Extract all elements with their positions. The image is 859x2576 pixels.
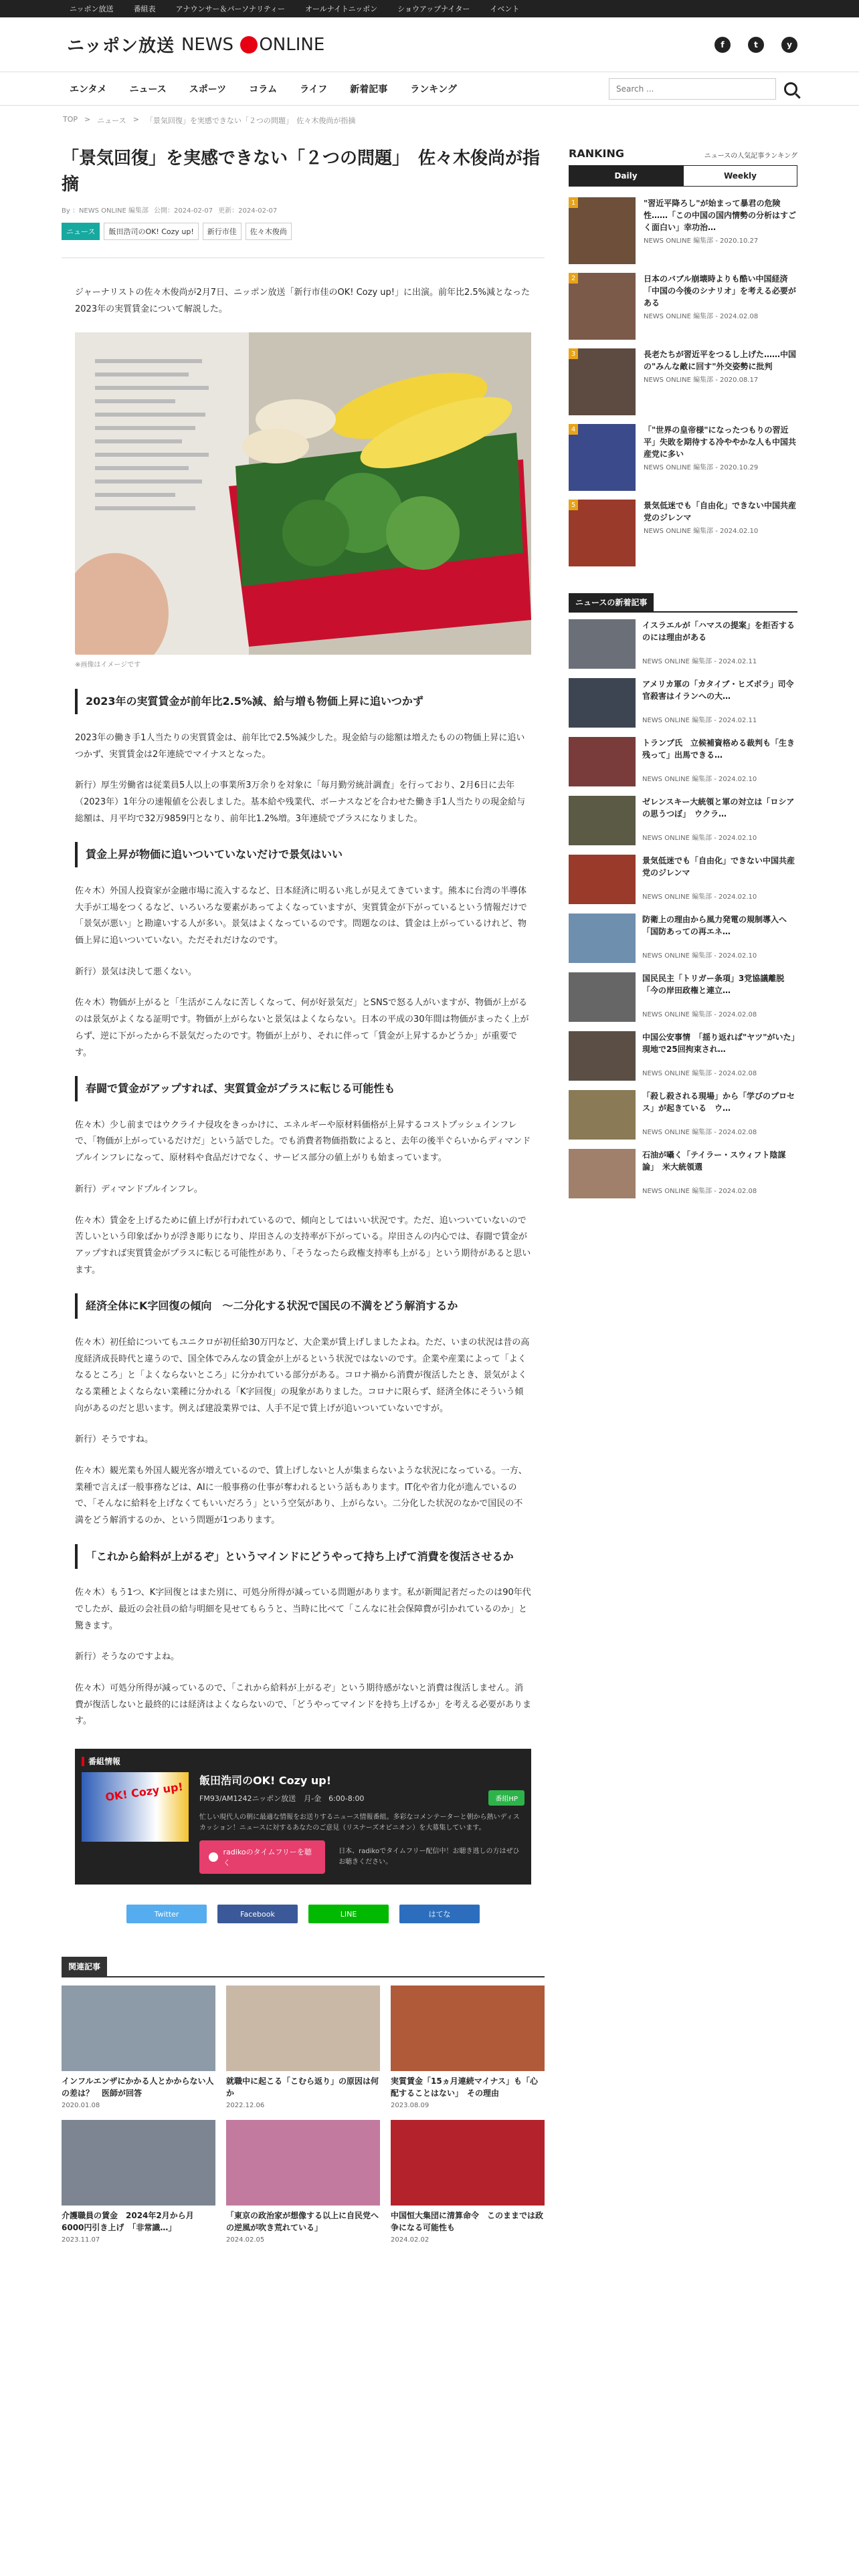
ranking-title: 長老たちが習近平をつるし上げた……中国の"みんな敵に回す"外交姿勢に批判 xyxy=(644,350,797,371)
logo-dot-icon xyxy=(240,36,258,53)
article-tags xyxy=(62,223,545,240)
ranking-subtitle: ニュースの人気記事ランキング xyxy=(704,152,797,160)
related-card[interactable] xyxy=(391,2120,545,2244)
search-icon[interactable] xyxy=(784,82,797,96)
ranking-item[interactable] xyxy=(569,348,797,415)
ranking-meta: NEWS ONLINE 編集部 - 2024.02.08 xyxy=(644,313,759,320)
newest-thumbnail xyxy=(569,796,636,845)
newest-item[interactable] xyxy=(569,1031,797,1081)
related-thumbnail xyxy=(226,2120,380,2206)
section-heading: 「これから給料が上がるぞ」というマインドにどうやって持ち上げて消費を復活させるか xyxy=(75,1544,531,1570)
topbar-link[interactable]: オールナイトニッポン xyxy=(305,5,378,13)
sidebar xyxy=(569,146,797,2244)
share-button[interactable]: Facebook xyxy=(217,1905,298,1923)
rank-number: 5 xyxy=(569,500,578,510)
related-title: インフルエンザにかかる人とかからない人の差は？ 医師が回答 xyxy=(62,2076,214,2099)
related-thumbnail xyxy=(62,1985,215,2071)
article-body xyxy=(62,285,545,1923)
breadcrumb-top[interactable]: TOP xyxy=(63,115,78,124)
related-date: 2024.02.02 xyxy=(391,2236,430,2244)
nav-item[interactable]: エンタメ xyxy=(70,84,107,95)
youtube-icon[interactable]: y xyxy=(781,37,797,53)
topbar-link[interactable]: 番組表 xyxy=(133,5,156,13)
article-published: 公開：2024-02-07 xyxy=(154,207,213,215)
newest-meta: NEWS ONLINE 編集部 - 2024.02.08 xyxy=(642,1129,757,1136)
ranking-meta: NEWS ONLINE 編集部 - 2020.10.27 xyxy=(644,237,759,245)
topbar-link[interactable]: イベント xyxy=(490,5,520,13)
program-thumbnail[interactable] xyxy=(82,1772,189,1842)
share-button[interactable]: はてな xyxy=(399,1905,480,1923)
nav-item[interactable]: コラム xyxy=(249,84,278,95)
ranking-thumbnail xyxy=(569,500,636,566)
newest-thumbnail xyxy=(569,855,636,904)
nav-item[interactable]: ライフ xyxy=(300,84,328,95)
tag[interactable]: 飯田浩司のOK! Cozy up! xyxy=(104,223,198,240)
newest-item[interactable] xyxy=(569,1090,797,1140)
nav-item[interactable]: スポーツ xyxy=(189,84,227,95)
article-main xyxy=(62,146,545,2244)
search-input[interactable] xyxy=(609,78,776,100)
ranking-title: 日本のバブル崩壊時よりも酷い中国経済 「中国の今後のシナリオ」を考える必要がある xyxy=(644,274,796,308)
newest-title: 防衛上の理由から風力発電の規制導入へ 「国防あっての再エネ… xyxy=(642,915,795,936)
ranking-thumbnail xyxy=(569,424,636,491)
ranking-tabs xyxy=(569,165,797,187)
paragraph: 佐々木）可処分所得が減っているので、「これから給料が上がるぞ」という期待感がないと消費は復活しません。消費が復活しないと最終的には経済はよくならないので、「どうやってマインドを持ち上げるか」を考える必要があります。 xyxy=(75,1683,531,1727)
program-description: 忙しい現代人の朝に最適な情報をお送りするニュース情報番組。多彩なコメンテーターと朝から熱いディスカッション！ニュースに対するあなたのご意見（リスナーズオピニオン）を大募集しています。 xyxy=(199,1814,520,1832)
topbar-link[interactable]: ニッポン放送 xyxy=(70,5,114,13)
newest-thumbnail xyxy=(569,1149,636,1198)
article-lead: ジャーナリストの佐々木俊尚が2月7日、ニッポン放送「新行市佳のOK! Cozy up!」に出演。前年比2.5%減となった2023年の実質賃金について解説した。 xyxy=(75,288,531,314)
related-card[interactable] xyxy=(226,1985,380,2109)
ranking-thumbnail xyxy=(569,197,636,264)
breadcrumb-current: 「景気回復」を実感できない「２つの問題」 佐々木俊尚が指摘 xyxy=(145,116,356,125)
newest-item[interactable] xyxy=(569,972,797,1022)
section-heading: 賃金上昇が物価に追いついていないだけで景気はいい xyxy=(75,842,531,867)
newest-meta: NEWS ONLINE 編集部 - 2024.02.11 xyxy=(642,717,757,724)
section-heading: 2023年の実質賃金が前年比2.5%減、給与増も物価上昇に追いつかず xyxy=(75,689,531,714)
related-title: 中国恒大集団に清算命令 このままでは政争になる可能性も xyxy=(391,2211,544,2233)
program-info xyxy=(75,1749,531,1885)
facebook-icon[interactable]: f xyxy=(714,37,731,53)
main-nav xyxy=(0,72,859,106)
ranking-title: 「"世界の皇帝様"になったつもりの習近平」失敗を期待する冷ややかな人も中国共産党に多い xyxy=(644,425,797,459)
newest-item[interactable] xyxy=(569,1149,797,1198)
paragraph: 佐々木）物価が上がると「生活がこんなに苦しくなって、何が好景気だ」とSNSで怒る人がいますが、物価が上がるのは景気がよくなる証明です。物価が上がらないと景気はよくならない。日本の平成の30年間は物価がまったく上がらず、逆に下がったから不景気だったのです。物価が上がり、それに伴って「賃金が上昇するかどうか」が重要です。 xyxy=(75,998,529,1058)
newest-meta: NEWS ONLINE 編集部 - 2024.02.10 xyxy=(642,893,757,901)
share-buttons xyxy=(75,1905,531,1923)
newest-item[interactable] xyxy=(569,619,797,669)
radiko-label: radikoのタイムフリーを聴く xyxy=(223,1848,312,1868)
paragraph: 佐々木）賃金を上げるために値上げが行われているので、傾向としてはいい状況です。ただ、追いついていないので苦しいという印象ばかりが浮き彫りになり、岸田さんの支持率が下がっている。岸田さんの内心では、春闘で賃金がアップすれば実質賃金がプラスに転じる可能性があり、「そうなったら政権支持率も上がる」という期待があると思います。 xyxy=(75,1215,531,1275)
ranking-title: RANKING xyxy=(569,147,624,160)
logo-jp: ニッポン放送 xyxy=(67,36,175,56)
related-thumbnail xyxy=(226,1985,380,2071)
newest-thumbnail xyxy=(569,1031,636,1081)
nav-item[interactable]: ニュース xyxy=(129,84,167,95)
ranking-thumbnail xyxy=(569,348,636,415)
ranking-title: 景気低迷でも「自由化」できない中国共産党のジレンマ xyxy=(644,501,797,522)
logo-en-news: NEWS xyxy=(181,34,234,55)
paragraph: 佐々木）少し前まではウクライナ侵攻をきっかけに、エネルギーや原材料価格が上昇するコストプッシュインフレで、「物価が上がっているだけだ」という話でした。でも消費者物価指数によると、去年の後半ぐらいからディマンドプルインフレになって、原材料や食品だけでなく、サービス部分の値上がりも始まっています。 xyxy=(75,1119,531,1164)
article-photo xyxy=(75,332,531,655)
share-button[interactable]: Twitter xyxy=(126,1905,207,1923)
newest-thumbnail xyxy=(569,619,636,669)
ranking-title: "習近平降ろし"が始まって暴君の危険性……「この中国の国内情勢の分析はすごく面白い」幸功治… xyxy=(644,199,797,232)
nav-item[interactable]: ランキング xyxy=(410,84,457,95)
program-time: 月-金 6:00-8:00 xyxy=(304,1794,365,1803)
newest-meta: NEWS ONLINE 編集部 - 2024.02.08 xyxy=(642,1188,757,1195)
related-title: 実質賃金「15ヵ月連続マイナス」も「心配することはない」 その理由 xyxy=(391,2076,538,2099)
related-thumbnail xyxy=(391,1985,545,2071)
program-hp-button[interactable]: 番組HP xyxy=(488,1790,524,1806)
newest-item[interactable] xyxy=(569,914,797,963)
site-logo[interactable] xyxy=(67,32,324,57)
tag[interactable]: 新行市佳 xyxy=(203,223,242,240)
newest-title: アメリカ軍の「カタイブ・ヒズボラ」司令官殺害はイランへの大… xyxy=(642,679,794,701)
ranking-item[interactable] xyxy=(569,197,797,264)
program-info-label: 番組情報 xyxy=(82,1755,524,1767)
related-card[interactable] xyxy=(62,2120,215,2244)
grocery-receipt-image xyxy=(75,332,531,655)
breadcrumb-news[interactable]: ニュース xyxy=(97,116,126,125)
paragraph: 2023年の働き手1人当たりの実質賃金は、前年比で2.5%減少した。現金給与の総額は増えたものの物価上昇に追いつかず、実質賃金は2年連続でマイナスとなった。 xyxy=(75,732,525,760)
tag[interactable]: ニュース xyxy=(62,223,100,240)
related-card[interactable] xyxy=(62,1985,215,2109)
nav-item[interactable]: 新着記事 xyxy=(350,84,388,95)
newest-title: ゼレンスキー大統領と軍の対立は「ロシアの思うつぼ」 ウクラ… xyxy=(642,797,795,819)
newest-heading: ニュースの新着記事 xyxy=(569,593,654,611)
related-title: 介護職員の賃金 2024年2月から月6000円引き上げ 「非常識…」 xyxy=(62,2211,194,2233)
article-author[interactable]: By ：NEWS ONLINE 編集部 xyxy=(62,207,149,215)
newest-title: 「殺し殺される現場」から「学びのプロセス」が起きている ウ… xyxy=(642,1091,795,1113)
newest-meta: NEWS ONLINE 編集部 - 2024.02.10 xyxy=(642,835,757,842)
related-date: 2023.11.07 xyxy=(62,2236,100,2244)
rank-number: 3 xyxy=(569,348,578,359)
newest-meta: NEWS ONLINE 編集部 - 2024.02.11 xyxy=(642,658,757,665)
paragraph: 佐々木）外国人投資家が金融市場に流入するなど、日本経済に明るい兆しが見えてきています。熊本に台湾の半導体大手が工場をつくるなど、いろいろな要素があってよくなっていますが、実質賃金が下がっているという情報だけで「景気が悪い」と勘違いする人が多い。景気はよくなっているのです。問題なのは、賃金は上がっているけれど、物価上昇に追いついていない。ただそれだけなのです。 xyxy=(75,886,527,946)
ranking-item[interactable] xyxy=(569,500,797,566)
ranking-meta: NEWS ONLINE 編集部 - 2020.08.17 xyxy=(644,377,759,384)
ranking-item[interactable] xyxy=(569,424,797,491)
article-title: 「景気回復」を実感できない「２つの問題」 佐々木俊尚が指摘 xyxy=(62,148,541,195)
breadcrumb: TOP > ニュース > 「景気回復」を実感できない「２つの問題」 佐々木俊尚が指摘 xyxy=(63,115,356,125)
ranking-item[interactable] xyxy=(569,273,797,340)
section-heading: 春闘で賃金がアップすれば、実質賃金がプラスに転じる可能性も xyxy=(75,1076,531,1101)
newest-title: 国民民主「トリガー条項」3党協議離脱 「今の岸田政権と連立… xyxy=(642,974,793,995)
ranking-meta: NEWS ONLINE 編集部 - 2020.10.29 xyxy=(644,464,759,471)
related-date: 2023.08.09 xyxy=(391,2102,430,2110)
radiko-button[interactable] xyxy=(199,1840,325,1874)
related-card[interactable] xyxy=(226,2120,380,2244)
related-date: 2022.12.06 xyxy=(226,2102,265,2110)
tab-weekly[interactable]: Weekly xyxy=(683,165,797,187)
ranking-thumbnail xyxy=(569,273,636,340)
related-articles xyxy=(62,1957,545,2244)
program-thumbnail-text: OK! Cozy up! xyxy=(104,1780,184,1804)
top-bar xyxy=(0,0,859,17)
newest-meta: NEWS ONLINE 編集部 - 2024.02.10 xyxy=(642,952,757,960)
paragraph: 新行）景気は決して悪くない。 xyxy=(75,966,197,977)
section-heading: 経済全体にK字回復の傾向 ～二分化する状況で国民の不満をどう解消するか xyxy=(75,1293,531,1319)
newest-thumbnail xyxy=(569,972,636,1022)
newest-title: 中国公安事情 「揺り返れば"ヤツ"がいた」現地で25回拘束され… xyxy=(642,1033,795,1054)
rank-number: 2 xyxy=(569,273,578,284)
twitter-icon[interactable]: t xyxy=(748,37,764,53)
topbar-link[interactable]: アナウンサー＆パーソナリティー xyxy=(175,5,286,13)
related-date: 2020.01.08 xyxy=(62,2102,100,2110)
newest-title: 石油が囁く「テイラー・スウィフト陰謀論」 米大統領選 xyxy=(642,1150,786,1172)
paragraph: 新行）厚生労働省は従業員5人以上の事業所3万余りを対象に「毎月勤労統計調査」を行っており、2月6日に去年（2023年）1年分の速報値を公表しました。基本給や残業代、ボーナスなどを合わせた働き手1人当たりの現金給与総額は、月平均で32万9859円となり、前年比1.2%増。3年連続でプラスになりました。 xyxy=(75,780,526,824)
site-header xyxy=(0,17,859,72)
related-thumbnail xyxy=(391,2120,545,2206)
program-title[interactable]: 飯田浩司のOK! Cozy up! xyxy=(199,1774,332,1788)
newest-title: 景気低迷でも「自由化」できない中国共産党のジレンマ xyxy=(642,856,795,877)
newest-item[interactable] xyxy=(569,796,797,845)
newest-meta: NEWS ONLINE 編集部 - 2024.02.08 xyxy=(642,1070,757,1077)
article-meta xyxy=(62,205,545,215)
paragraph: 佐々木）観光業も外国人観光客が増えているので、賃上げしないと人が集まらないような状況になっている。一方、業種で言えば一般事務などは、AIに一般事務の仕事が奪われるという話もあります。IT化や省力化が進んでいるので、「そんなに給料を上げなくてもいいだろう」という空気があり、上がらない。二分化した状況のなかで国民の不満をどう解消するのか、という問題が1つあります。 xyxy=(75,1466,527,1526)
newest-title: イスラエルが「ハマスの提案」を拒否するのには理由がある xyxy=(642,621,795,642)
photo-caption: ※画像はイメージです xyxy=(75,661,141,669)
newest-thumbnail xyxy=(569,678,636,728)
newest-meta: NEWS ONLINE 編集部 - 2024.02.08 xyxy=(642,1011,757,1018)
tab-daily[interactable]: Daily xyxy=(569,165,683,187)
newest-thumbnail xyxy=(569,1090,636,1140)
topbar-link[interactable]: ショウアップナイター xyxy=(397,5,470,13)
related-date: 2024.02.05 xyxy=(226,2236,265,2244)
newest-meta: NEWS ONLINE 編集部 - 2024.02.10 xyxy=(642,776,757,783)
program-note: 日本、radikoでタイムフリー配信中！お聴き逃しの方はぜひお聴きください。 xyxy=(339,1848,520,1866)
paragraph: 新行）そうですね。 xyxy=(75,1434,154,1445)
rank-number: 4 xyxy=(569,424,578,435)
newest-item[interactable] xyxy=(569,855,797,904)
program-station: FM93/AM1242ニッポン放送 xyxy=(199,1794,296,1803)
paragraph: 新行）ディマンドプルインフレ。 xyxy=(75,1184,203,1194)
search-box xyxy=(609,78,797,100)
newest-thumbnail xyxy=(569,737,636,786)
ranking-meta: NEWS ONLINE 編集部 - 2024.02.10 xyxy=(644,528,759,535)
newest-thumbnail xyxy=(569,914,636,963)
related-title: 「東京の政治家が想像する以上に自民党への逆風が吹き荒れている」 xyxy=(226,2211,379,2233)
related-heading: 関連記事 xyxy=(62,1957,107,1976)
social-links xyxy=(714,37,797,53)
newest-title: トランプ氏 立候補資格める裁判も「生き残って」出馬できる… xyxy=(642,738,795,760)
related-thumbnail xyxy=(62,2120,215,2206)
logo-en-online: ONLINE xyxy=(259,34,325,55)
paragraph: 佐々木）初任給についてもユニクロが初任給30万円など、大企業が賃上げしましたよね。ただ、いまの状況は昔の高度経済成長時代と違うので、国全体でみんなの賃金が上がるという状況ではないのです。企業や産業によって「よくなるところ」と「よくならないところ」に分かれている部分がある。コロナ禍から消費が復活したとき、景気がよくなる業種とよくならない業種に分かれる「K字回復」の現象がありました。コロナに限らず、経済全体にそういう傾向があるのだと思います。例えば建設業界では、人手不足で賃上げが追いついていないですが。 xyxy=(75,1337,530,1414)
paragraph: 新行）そうなのですよね。 xyxy=(75,1652,180,1662)
newest-item[interactable] xyxy=(569,737,797,786)
related-title: 就職中に起こる「こむら返り」の原因は何か xyxy=(226,2076,379,2099)
divider xyxy=(62,257,545,258)
tag[interactable]: 佐々木俊尚 xyxy=(246,223,292,240)
share-button[interactable]: LINE xyxy=(308,1905,389,1923)
newest-item[interactable] xyxy=(569,678,797,728)
rank-number: 1 xyxy=(569,197,578,208)
paragraph: 佐々木）もう1つ、K字回復とはまた別に、可処分所得が減っている問題があります。私が新聞記者だったのは90年代でしたが、最近の会社員の給与明細を見せてもらうと、当時に比べて「こんなに社会保障費が引かれているのか」と驚きます。 xyxy=(75,1588,531,1631)
article-updated: 更新：2024-02-07 xyxy=(218,207,278,215)
related-card[interactable] xyxy=(391,1985,545,2109)
